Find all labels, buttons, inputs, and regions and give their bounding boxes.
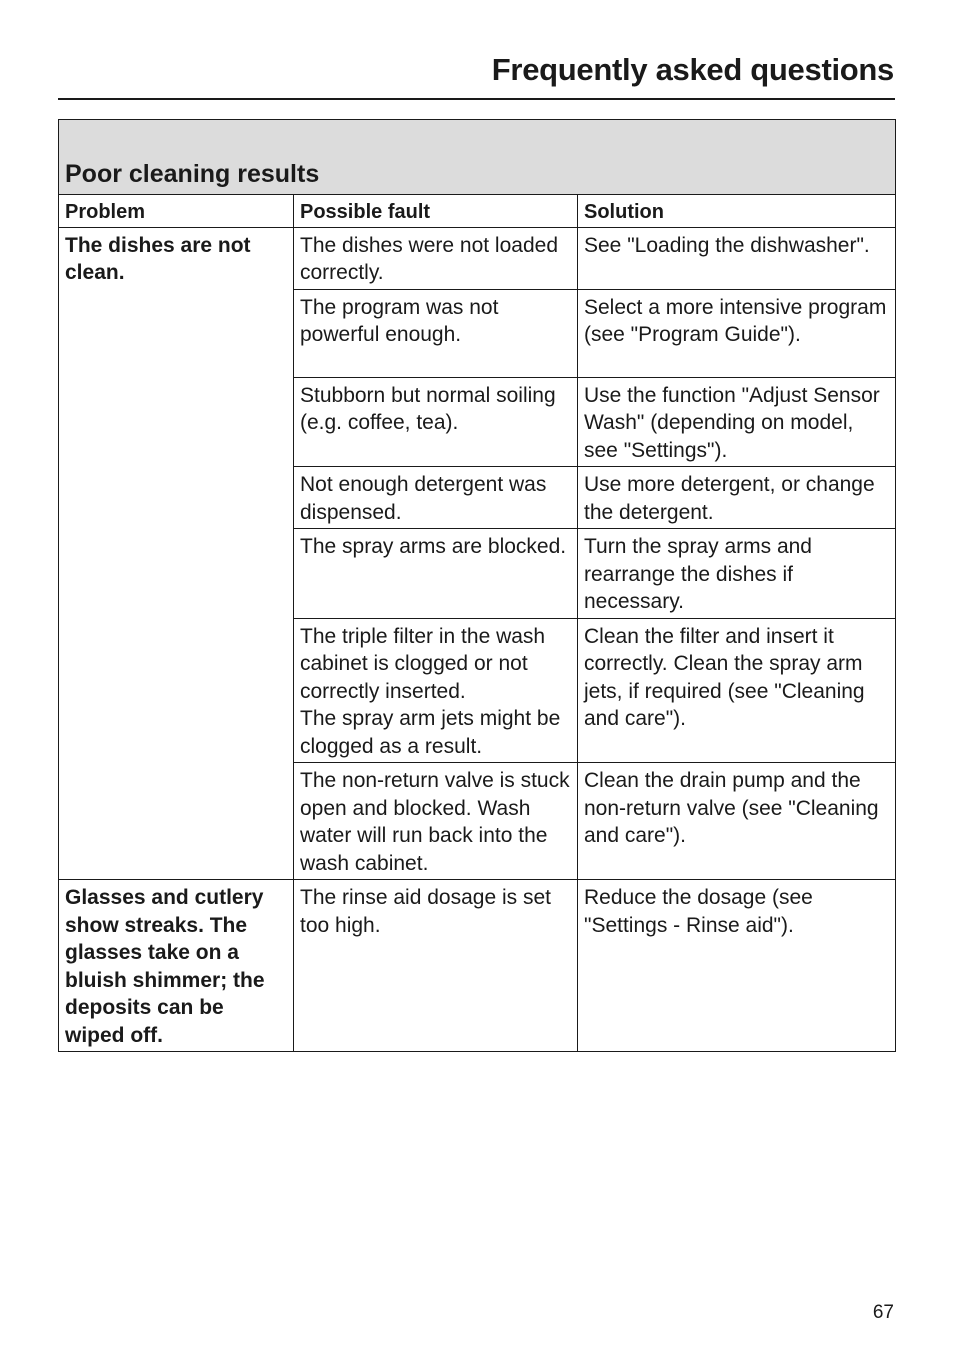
section-header-row — [59, 120, 896, 195]
solution-cell: Clean the drain pump and the non-return valve (see "Cleaning and care"). — [578, 763, 896, 880]
troubleshooting-table — [58, 119, 896, 1052]
fault-cell: The rinse aid dosage is set too high. — [294, 880, 578, 1052]
problem-cell: Glasses and cutlery show streaks. The glasses take on a bluish shimmer; the deposits can be wiped off. — [59, 880, 294, 1052]
fault-cell: Stubborn but normal soiling (e.g. coffee, tea). — [294, 377, 578, 467]
column-header-solution: Solution — [578, 195, 896, 228]
problem-cell: The dishes are not clean. — [59, 227, 294, 880]
solution-cell: See "Loading the dishwasher". — [578, 227, 896, 289]
section-title: Poor cleaning results — [59, 120, 896, 195]
solution-cell: Reduce the dosage (see "Settings - Rinse aid"). — [578, 880, 896, 1052]
fault-cell: The dishes were not loaded correctly. — [294, 227, 578, 289]
solution-cell: Use more detergent, or change the detergent. — [578, 467, 896, 529]
page-number: 67 — [872, 1302, 894, 1323]
table-row — [59, 880, 896, 1052]
page-title: Frequently asked questions — [491, 52, 894, 87]
title-divider — [58, 98, 895, 100]
fault-cell: The triple filter in the wash cabinet is clogged or not correctly inserted. The spray arm jets might be clogged as a result. — [294, 618, 578, 763]
column-header-row — [59, 195, 896, 228]
fault-cell: The program was not powerful enough. — [294, 289, 578, 377]
solution-cell: Use the function "Adjust Sensor Wash" (depending on model, see "Settings"). — [578, 377, 896, 467]
fault-cell: Not enough detergent was dispensed. — [294, 467, 578, 529]
solution-cell: Select a more intensive program (see "Program Guide"). — [578, 289, 896, 377]
solution-cell: Clean the filter and insert it correctly. Clean the spray arm jets, if required (see "Cleaning and care"). — [578, 618, 896, 763]
solution-cell: Turn the spray arms and rearrange the dishes if necessary. — [578, 529, 896, 619]
fault-cell: The non-return valve is stuck open and blocked. Wash water will run back into the wash cabinet. — [294, 763, 578, 880]
column-header-fault: Possible fault — [294, 195, 578, 228]
column-header-problem: Problem — [59, 195, 294, 228]
fault-cell: The spray arms are blocked. — [294, 529, 578, 619]
table-row — [59, 227, 896, 289]
